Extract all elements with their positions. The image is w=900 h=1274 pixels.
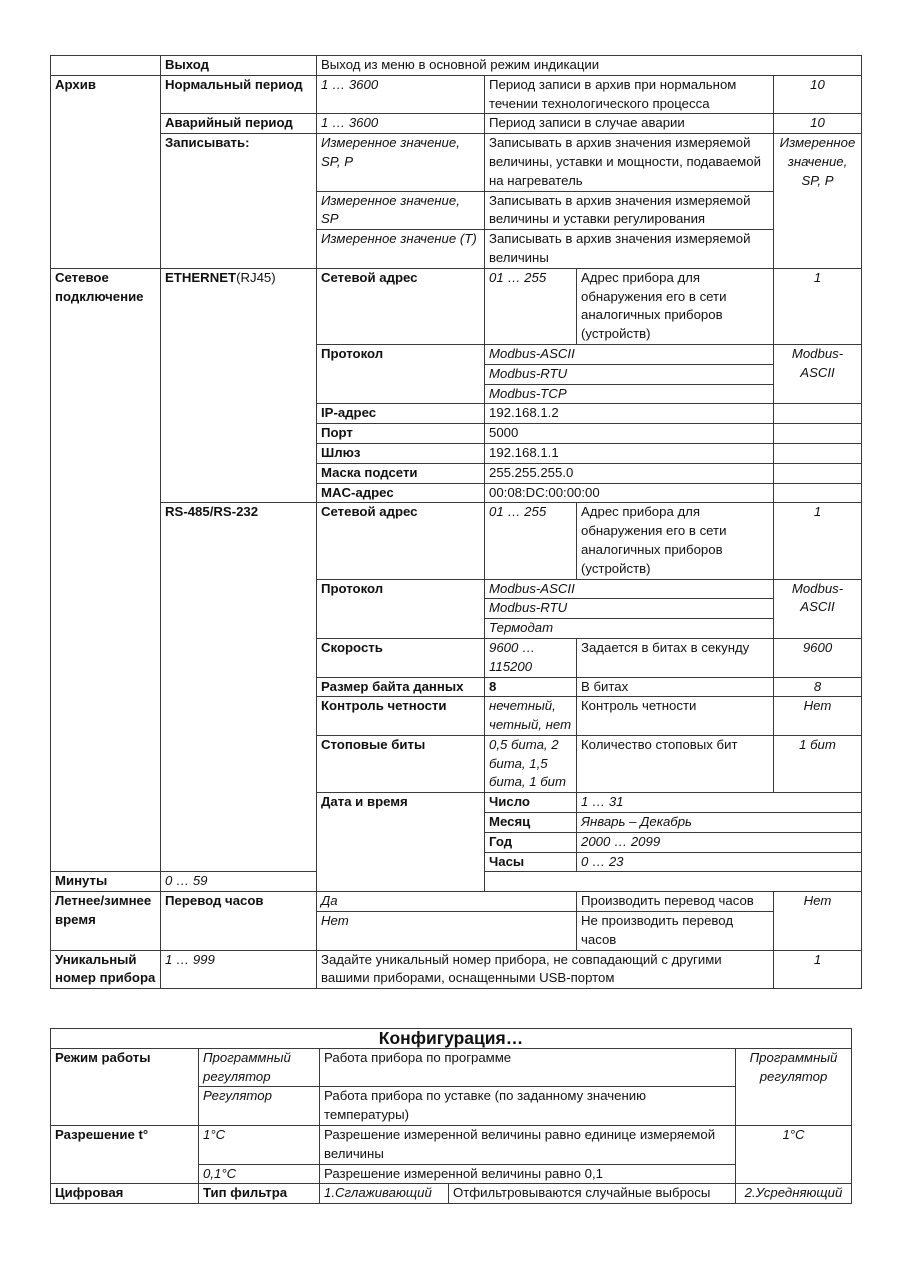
param-desc: В битах xyxy=(577,677,774,697)
option-value: Modbus-ASCII xyxy=(485,579,774,599)
section-label-unique: Уникальный номер прибора xyxy=(51,950,161,989)
param-range: 0,5 бита, 2 бита, 1,5 бита, 1 бит xyxy=(485,735,577,792)
param-value: 192.168.1.1 xyxy=(485,443,774,463)
param-default: 10 xyxy=(774,75,862,114)
option-desc: Разрешение измеренной величины равно 0,1 xyxy=(320,1164,736,1184)
settings-table-top xyxy=(50,55,862,989)
table-row-exit xyxy=(51,56,862,76)
param-name: Нормальный период xyxy=(161,75,317,114)
section-label-network: Сетевое подключение xyxy=(51,268,161,872)
param-name: Минуты xyxy=(51,872,161,892)
param-name: MAC-адрес xyxy=(317,483,485,503)
param-default: 1 xyxy=(774,268,862,344)
option-value: Modbus-RTU xyxy=(485,364,774,384)
table-row-archive-alarm xyxy=(51,114,862,134)
param-range: 1 … 31 xyxy=(577,793,862,813)
section-label-digital: Цифровая xyxy=(51,1184,199,1204)
table-row-dst-yes xyxy=(51,892,862,912)
option-desc: Записывать в архив значения измеряемой величины, уставки и мощности, подаваемой на нагреватель xyxy=(485,134,774,191)
table-row-date-minutes xyxy=(51,872,862,892)
param-name: Протокол xyxy=(317,344,485,403)
param-desc: Задается в битах в секунду xyxy=(577,638,774,677)
option-value: Modbus-TCP xyxy=(485,384,774,404)
section-label-resolution: Разрешение t° xyxy=(51,1125,199,1183)
param-range: 0 … 23 xyxy=(577,852,862,872)
param-default: Modbus-ASCII xyxy=(774,579,862,638)
option-value: Измеренное значение (T) xyxy=(317,230,485,269)
option-value: 0,1°C xyxy=(199,1164,320,1184)
param-desc: Выход из меню в основной режим индикации xyxy=(317,56,862,76)
option-value: 1.Сглаживающий xyxy=(320,1184,449,1204)
param-name: Шлюз xyxy=(317,443,485,463)
param-desc: Период записи в архив при нормальном течении технологического процесса xyxy=(485,75,774,114)
section-label-mode: Режим работы xyxy=(51,1048,199,1125)
param-desc: Адрес прибора для обнаружения его в сети аналогичных приборов (устройств) xyxy=(577,268,774,344)
option-desc: Работа прибора по программе xyxy=(320,1048,736,1087)
param-name: Аварийный период xyxy=(161,114,317,134)
option-desc: Записывать в архив значения измеряемой величины и уставки регулирования xyxy=(485,191,774,230)
section-label-dst: Летнее/зимнее время xyxy=(51,892,161,950)
param-desc: Контроль четности xyxy=(577,697,774,736)
param-name: Маска подсети xyxy=(317,463,485,483)
section-cell-empty xyxy=(51,56,161,76)
option-desc: Записывать в архив значения измеряемой величины xyxy=(485,230,774,269)
param-name: Месяц xyxy=(485,813,577,833)
config-title: Конфигурация… xyxy=(51,1029,852,1049)
param-default: 1°C xyxy=(736,1125,852,1183)
param-value: 255.255.255.0 xyxy=(485,463,774,483)
param-name: Контроль четности xyxy=(317,697,485,736)
param-desc: Задайте уникальный номер прибора, не совпадающий с другими вашими приборами, оснащенными USB-портом xyxy=(317,950,774,989)
param-value: 5000 xyxy=(485,424,774,444)
param-desc: Период записи в случае аварии xyxy=(485,114,774,134)
option-value: 1°C xyxy=(199,1125,320,1164)
interface-rs485: RS-485/RS-232 xyxy=(161,503,317,872)
option-value: Да xyxy=(317,892,577,912)
interface-ethernet xyxy=(161,268,317,503)
param-name: Скорость xyxy=(317,638,485,677)
option-value: Измеренное значение, SP, P xyxy=(317,134,485,191)
param-desc: Количество стоповых бит xyxy=(577,735,774,792)
param-range: Январь – Декабрь xyxy=(577,813,862,833)
option-value: Нет xyxy=(317,912,577,951)
param-range: 9600 … 115200 xyxy=(485,638,577,677)
param-name: Год xyxy=(485,832,577,852)
param-default: 1 бит xyxy=(774,735,862,792)
config-title-row xyxy=(51,1029,852,1049)
param-range: 01 … 255 xyxy=(485,268,577,344)
param-range: 01 … 255 xyxy=(485,503,577,579)
param-default: Измеренное значение, SP, P xyxy=(774,134,862,269)
param-name: Число xyxy=(485,793,577,813)
param-name: Порт xyxy=(317,424,485,444)
section-label-archive: Архив xyxy=(51,75,161,268)
param-desc: Адрес прибора для обнаружения его в сети аналогичных приборов (устройств) xyxy=(577,503,774,579)
option-desc: Производить перевод часов xyxy=(577,892,774,912)
param-default: 1 xyxy=(774,503,862,579)
table-row-archive-record xyxy=(51,134,862,191)
param-default: Нет xyxy=(774,892,862,950)
option-desc: Работа прибора по уставке (по заданному значению температуры) xyxy=(320,1087,736,1126)
param-default: 9600 xyxy=(774,638,862,677)
config-table xyxy=(50,1028,852,1204)
param-range: нечетный, четный, нет xyxy=(485,697,577,736)
param-range: 0 … 59 xyxy=(161,872,485,892)
table-row-rs-address xyxy=(51,503,862,579)
option-value: Modbus-ASCII xyxy=(485,344,774,364)
param-name: Сетевой адрес xyxy=(317,503,485,579)
param-range: 2000 … 2099 xyxy=(577,832,862,852)
param-name: Перевод часов xyxy=(161,892,317,950)
param-default-empty xyxy=(774,483,862,503)
option-value: Программный регулятор xyxy=(199,1048,320,1087)
param-range: 1 … 3600 xyxy=(317,114,485,134)
param-range: 1 … 999 xyxy=(161,950,317,989)
section-label-datetime: Дата и время xyxy=(317,793,485,892)
param-default-empty xyxy=(774,443,862,463)
option-value: Термодат xyxy=(485,619,774,639)
param-name: Размер байта данных xyxy=(317,677,485,697)
table-row-mode-program xyxy=(51,1048,852,1087)
param-name: Часы xyxy=(485,852,577,872)
param-default: Modbus-ASCII xyxy=(774,344,862,403)
option-value: Измеренное значение, SP xyxy=(317,191,485,230)
param-default: 10 xyxy=(774,114,862,134)
interface-suffix: (RJ45) xyxy=(236,269,276,285)
option-desc: Отфильтровываются случайные выбросы xyxy=(449,1184,736,1204)
param-default-empty xyxy=(774,424,862,444)
param-name: Протокол xyxy=(317,579,485,638)
param-default: Нет xyxy=(774,697,862,736)
option-value: Регулятор xyxy=(199,1087,320,1126)
param-value: 192.168.1.2 xyxy=(485,404,774,424)
param-name: Сетевой адрес xyxy=(317,268,485,344)
option-desc: Разрешение измеренной величины равно единице измеряемой величины xyxy=(320,1125,736,1164)
param-default: Программный регулятор xyxy=(736,1048,852,1125)
param-default: 1 xyxy=(774,950,862,989)
param-name: IP-адрес xyxy=(317,404,485,424)
param-default: 2.Усредняющий xyxy=(736,1184,852,1204)
param-name: Стоповые биты xyxy=(317,735,485,792)
table-row-resolution-1 xyxy=(51,1125,852,1164)
option-desc: Не производить перевод часов xyxy=(577,912,774,951)
table-row-eth-address xyxy=(51,268,862,344)
param-name: Тип фильтра xyxy=(199,1184,320,1204)
table-row-digital-filter xyxy=(51,1184,852,1204)
param-name: Записывать: xyxy=(161,134,317,269)
option-value: Modbus-RTU xyxy=(485,599,774,619)
param-value: 00:08:DC:00:00:00 xyxy=(485,483,774,503)
interface-name: ETHERNET xyxy=(165,269,237,285)
param-range: 8 xyxy=(485,677,577,697)
param-default-empty xyxy=(774,404,862,424)
table-row-archive-normal xyxy=(51,75,862,114)
table-row-unique xyxy=(51,950,862,989)
param-range: 1 … 3600 xyxy=(317,75,485,114)
param-default: 8 xyxy=(774,677,862,697)
param-default-empty xyxy=(774,463,862,483)
param-name: Выход xyxy=(161,56,317,76)
